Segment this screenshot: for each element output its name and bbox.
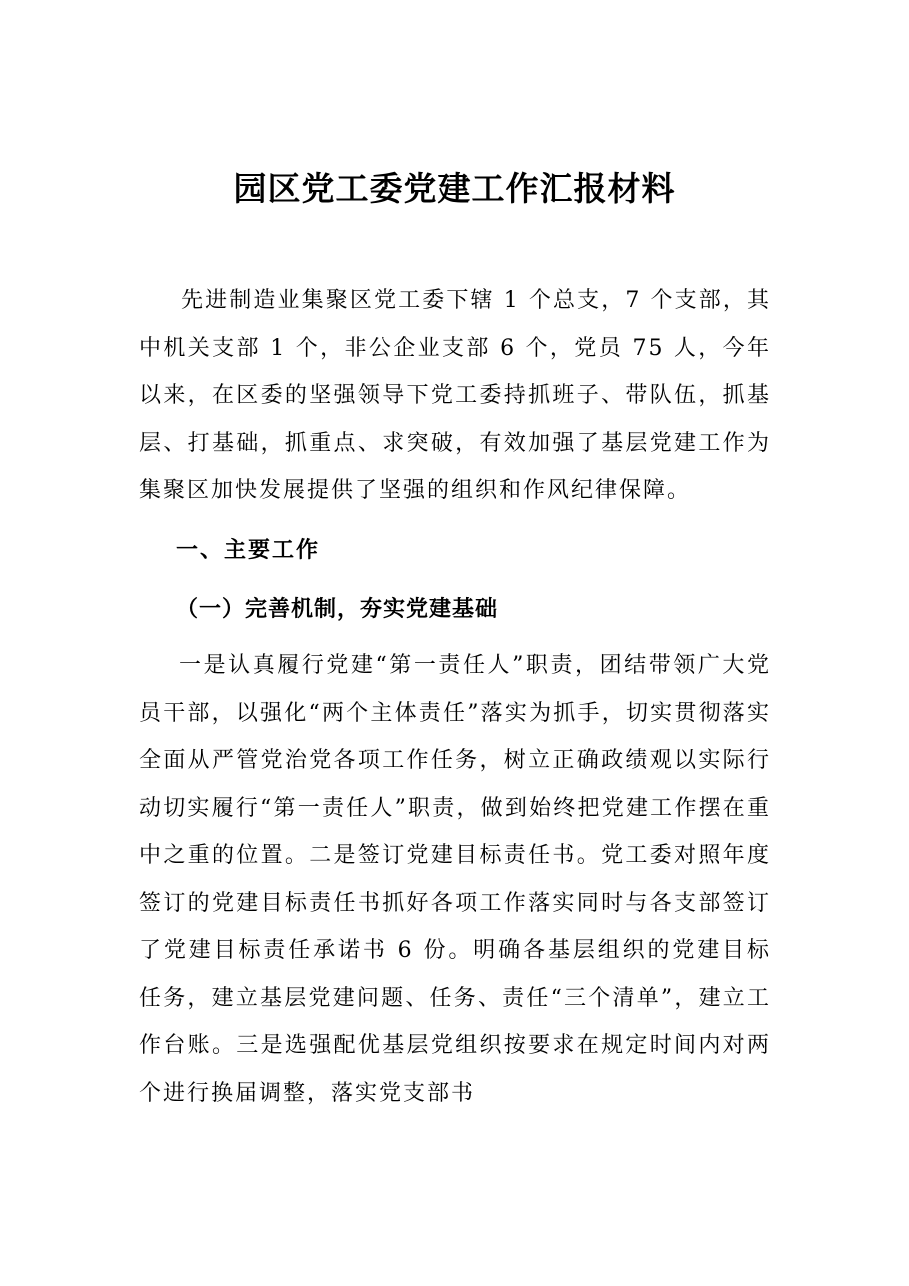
subsection-heading-mechanism: （一）完善机制，夯实党建基础 <box>176 596 499 622</box>
intro-paragraph: 先进制造业集聚区党工委下辖 1 个总支，7 个支部，其中机关支部 1 个，非公企业支部 6 个，党员 75 人，今年以来，在区委的坚强领导下党工委持抓班子、带队伍，抓基层、打基础，抓重点、求突破，有效加强了基层党建工作为集聚区加快发展提供了坚强的组织和作风纪律保障。 <box>139 288 771 503</box>
document-title: 园区党工委党建工作汇报材料 <box>233 169 676 209</box>
body-paragraph-responsibility: 一是认真履行党建“第一责任人”职责，团结带领广大党员干部，以强化“两个主体责任”落实为抓手，切实贯彻落实全面从严管党治党各项工作任务，树立正确政绩观以实际行动切实履行“第一责任人”职责，做到始终把党建工作摆在重中之重的位置。二是签订党建目标责任书。党工委对照年度签订的党建目标责任书抓好各项工作落实同时与各支部签订了党建目标责任承诺书 6 份。明确各基层组织的党建目标任务，建立基层党建问题、任务、责任“三个清单”，建立工作台账。三是选强配优基层党组织按要求在规定时间内对两个进行换届调整，落实党支部书 <box>139 653 771 1106</box>
section-heading-main-work: 一、主要工作 <box>176 537 321 563</box>
